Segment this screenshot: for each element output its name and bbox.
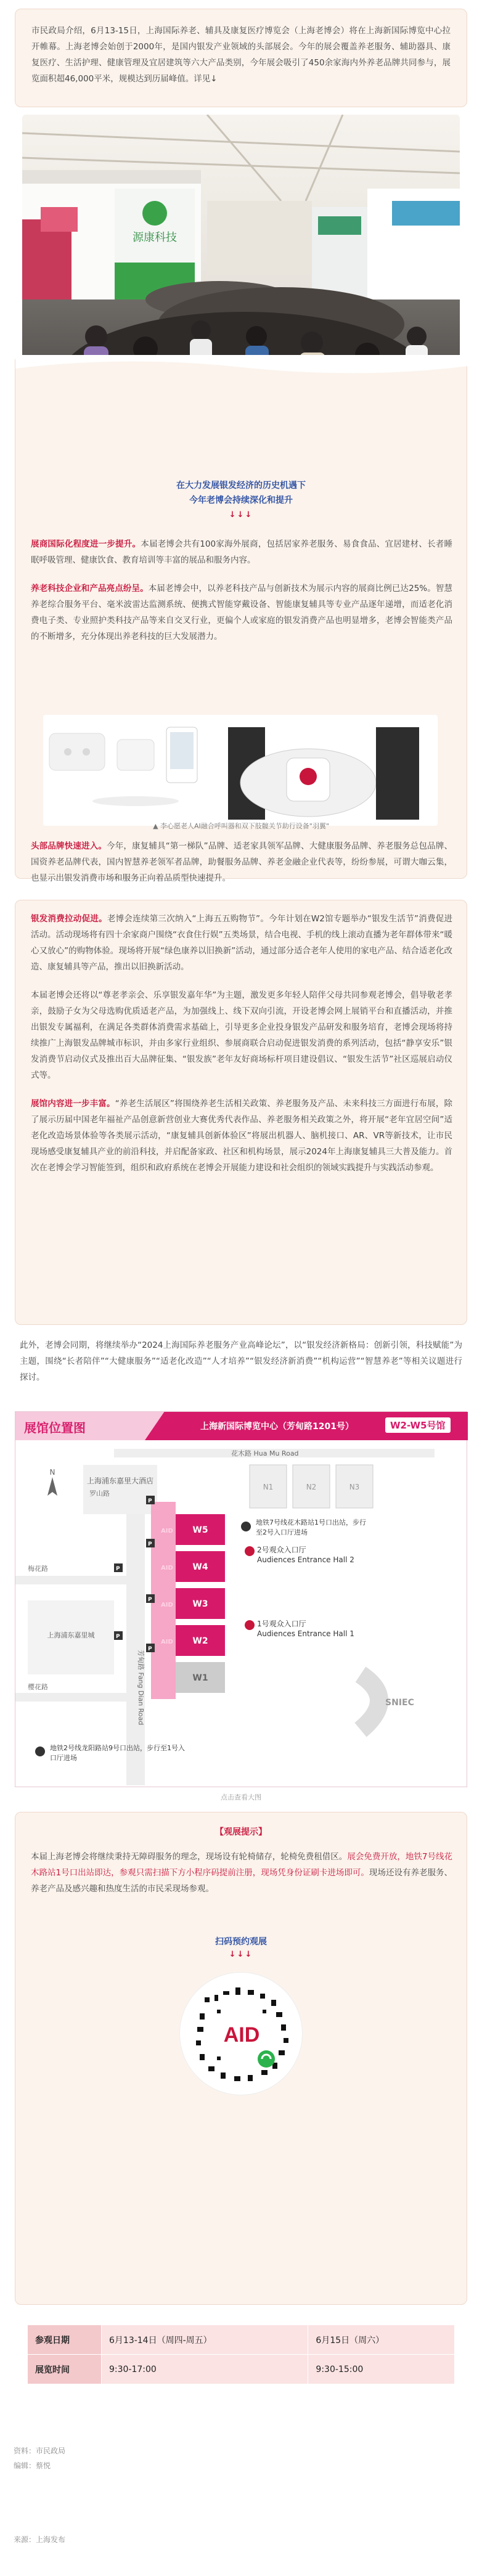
paragraph-brands	[31, 838, 452, 886]
road-fangdian: 芳甸路 Fang Dian Road	[137, 1650, 145, 1726]
text-tech: 本届老博会中，以养老科技产品与创新技术为展示内容的展商比例已达25%。智慧养老综合服务平台、毫米波雷达监测系统、便携式智能穿戴设备、智能康复辅具等专业产品逐年递增，而适老化消费电子类、专业照护类科技产品等来自交叉行业，更偏个人或家庭的银发消费产品也明显增多，老博会智能类产品的不断增多，充分体现出养老科技的巨大发展潜力。	[31, 584, 452, 642]
booth-sign: 源康科技	[133, 231, 177, 244]
footer-origin: 来源：上海发布	[14, 2535, 66, 2544]
heading-arrows: ↓↓↓	[229, 510, 253, 520]
parking-3: P	[148, 1597, 152, 1603]
heading-line-2: 今年老博会持续深化和提升	[189, 495, 293, 505]
map-header	[15, 1412, 467, 1440]
qr-logo: AID	[223, 2023, 260, 2047]
metro-note-7: 地铁7号线花木路站1号口出站，步行至2号入口厅进场	[256, 1518, 366, 1536]
road-meihua: 梅花路	[28, 1565, 48, 1573]
lead-international: 展商国际化程度进一步提升。	[31, 539, 141, 549]
road-north: 花木路 Hua Mu Road	[231, 1449, 299, 1457]
schedule-time-b: 9:30-15:00	[308, 2355, 455, 2384]
road-yinghua: 樱花路	[28, 1683, 48, 1691]
paragraph-halls	[31, 1096, 452, 1176]
lead-consumption: 银发消费拉动促进。	[31, 914, 107, 924]
paragraph-group-1	[31, 536, 452, 645]
text-consumption: 老博会连续第三次纳入“上海五五购物节”。今年计划在W2馆专题举办“银发生活节”消费促进活动。活动现场将有四十余家商户围绕“衣食住行娱”五类场景，结合电视、手机的线上滚动直播为老年群体带来“暖心又放心”的购物体验。现场将开展“绿色康养以旧换新”活动，通过部分适合老年人使用的家电产品、结合适老化改造、康复辅具等产品，推出以旧换新活动。	[31, 914, 452, 972]
north-hall-3: N3	[349, 1483, 360, 1491]
kerry-label: 上海浦东嘉里城	[47, 1631, 95, 1639]
footer-editor: 编辑：蔡悦	[14, 2461, 51, 2470]
paragraph-filial: 本届老博会还将以“尊老孝亲会、乐享银发嘉年华”为主题，激发更多年轻人陪伴父母共同参观老博会，倡导敬老孝亲，鼓励子女为父母选购优质适老产品，为加强线上、线下双向引流，开设老博会网上展销平台和直播活动，并推出银发专属福利，在满足各类群体消费需求基础上，引导更多企业投身银发产品研发和服务培育，老博会现场将持续推广上海银发品牌城市标识，并由多家行业组织、参展商联合启动促进银发消费的系列活动，包括“静享安乐”银发消费节启动仪式及推出百大品牌征集、“银发族”老年友好商场标杆项目建设倡议、“银发生活节”社区巡展启动仪式等。	[31, 990, 452, 1080]
product-illustration	[43, 715, 438, 826]
caption-bullet-icon: ▲	[153, 822, 158, 830]
schedule-date-a: 6月13-14日（周四-周五）	[102, 2325, 308, 2355]
table-row	[28, 2325, 455, 2355]
intro-text: 市民政局介绍，6月13-15日，上海国际养老、辅具及康复医疗博览会（上海老博会）将在上海新国际博览中心拉开帷幕。上海老博会始创于2000年，是国内银发产业领域的头部展会。今年的展会覆盖养老服务、辅助器具、康复医疗、生活护理、健康管理及宜居建筑等六大产品类别，今年展会吸引了450余家海内外养老品牌共同参与，展览面积超46,000平米，规模达到历届峰值。详见↓	[31, 26, 451, 84]
north-hall-2: N2	[306, 1483, 317, 1491]
paragraph-tech	[31, 581, 452, 645]
map-title: 展馆位置图	[24, 1420, 86, 1435]
map-venue: 上海新国际博览中心（芳甸路1201号）	[200, 1422, 354, 1432]
venue-map[interactable]	[15, 1411, 467, 1787]
heading-line-1: 在大力发展银发经济的历史机遇下	[176, 481, 306, 491]
aid-logo-3: AID	[161, 1602, 173, 1608]
aid-logo-1: AID	[161, 1528, 173, 1535]
aid-logo-4: AID	[161, 1639, 173, 1645]
intro-card	[15, 9, 467, 107]
parking-2: P	[148, 1541, 152, 1547]
parking-4: P	[148, 1646, 152, 1652]
product-caption: ▲ 李心愿老人AI融合呼叫器和双下肢髋关节助行设备"羽翼"	[153, 822, 329, 830]
notice-text	[31, 1849, 452, 1897]
paragraph-consumption	[31, 911, 452, 975]
wave-divider	[15, 355, 468, 380]
mini-program-qr-code[interactable]	[179, 1972, 303, 2095]
text-halls: “养老生活展区”将围绕养老生活相关政策、养老服务及产品、未来科技三方面进行布展，除了展示历届中国老年福祉产品创意新营创业大赛优秀代表作品、养老服务相关政策之外，将开展“老年宜居空间”适老化改造场景体验等各类展示活动，“康复辅具创新体验区”将展出机器人、脑机接口、AR、VR等新技术，让市民现场感受康复辅具产业的前沿科技，并启配备家政、社区和机构场景，展示2024年上海康复辅具三大普及能力。首次在老博会学习智能签到，组织和政府系统在老博会开展能力建设和社会组织的领域实践提升与实践活动参观。	[31, 1099, 452, 1173]
lead-halls: 展馆内容进一步丰富。	[31, 1099, 115, 1109]
text-brands: 今年，康复辅具“第一梯队”品牌、适老家具领军品牌、大健康服务品牌、养老服务总包品牌、国资养老品牌代表，国内智慧养老领军者品牌，助餐服务品牌、养老金融企业代表等，纷纷参展，可谓大咖云集，也显示出银发消费市场和服务正向着品质型快速提升。	[31, 841, 452, 883]
entrance-2-en: Audiences Entrance Hall 2	[257, 1555, 354, 1564]
paragraph-forum: 此外，老博会同期，将继续举办“2024上海国际养老服务产业高峰论坛”，以“银发经济新格局：创新引领，科技赋能”为主题，围绕“长者陪伴”“大健康服务”“适老化改造”“人才培养”“银发经济新消费”“机构运营”“智慧养老”等相关议题进行探讨。	[20, 1340, 462, 1382]
paragraph-international	[31, 536, 452, 568]
road-luoshan: 罗山路	[89, 1490, 110, 1498]
text-international: 本届老博会共有100家海外展商，包括居家养老服务、易食食品、宜居建材、长者睡眠呼吸管理、健康饮食、教育培训等丰富的展品和服务内容。	[31, 539, 452, 565]
table-row	[28, 2355, 455, 2384]
paragraph-forum-wrap	[20, 1337, 462, 1385]
footer-source: 资料：市民政局	[14, 2447, 66, 2455]
notice-text-b: 展会免费开放，地铁7号线花木路站1号口出站即达，参观只需扫描下方小程序码提前注册，现场凭身份证刷卡进场即可。	[31, 1852, 452, 1878]
notice-text-a: 本届上海老博会将继续秉持无障碍服务的理念，现场设有轮椅储存，轮椅免费租借区。	[31, 1852, 348, 1862]
parking-1: P	[148, 1498, 152, 1504]
map-caption: 点击查看大图	[221, 1793, 261, 1801]
hall-blocks	[176, 1514, 225, 1693]
notice-text-c: 现场还设有养老服务、养老产品及感兴趣和热度生活的市民采现场参观。	[31, 1868, 452, 1894]
qr-arrows: ↓↓↓	[229, 1950, 253, 1959]
entrance-1-en: Audiences Entrance Hall 1	[257, 1629, 354, 1638]
hall-w2: W2	[192, 1636, 208, 1646]
north-hall-1: N1	[263, 1483, 274, 1491]
aid-logo-2: AID	[161, 1565, 173, 1571]
hall-w5: W5	[192, 1525, 208, 1535]
map-halls-label: W2-W5号馆	[385, 1417, 451, 1433]
schedule-time-label: 展览时间	[28, 2355, 102, 2384]
entrance-2	[257, 1545, 354, 1565]
paragraph-group-2	[31, 838, 452, 886]
schedule-time-a: 9:30-17:00	[102, 2355, 308, 2384]
sniec-label: SNIEC	[385, 1698, 414, 1708]
hall-w3: W3	[192, 1599, 208, 1609]
schedule-date-label: 参观日期	[28, 2325, 102, 2355]
entrance-2-cn: 2号观众入口厅	[257, 1546, 306, 1554]
hotel-label: 上海浦东嘉里大酒店	[86, 1477, 154, 1485]
entrance-1-cn: 1号观众入口厅	[257, 1620, 306, 1628]
paragraph-group-3	[31, 911, 452, 1176]
compass-n: N	[49, 1468, 55, 1477]
hall-w1: W1	[192, 1673, 208, 1683]
metro-note-2: 地铁2号线龙阳路站9号口出站，步行至1号入口厅进场	[50, 1744, 185, 1762]
product-photo[interactable]	[43, 715, 438, 826]
section-heading	[15, 478, 467, 523]
entrance-1	[257, 1619, 354, 1639]
map-drawing	[15, 1440, 467, 1785]
parking-5: P	[116, 1566, 120, 1572]
lead-tech: 养老科技企业和产品亮点纷呈。	[31, 584, 149, 593]
schedule-table	[27, 2325, 455, 2384]
parking-6: P	[116, 1634, 120, 1640]
qr-code-icon	[180, 1973, 303, 2096]
qr-title: 扫码预约观展	[215, 1937, 267, 1947]
lead-brands: 头部品牌快速进入。	[31, 841, 107, 851]
notice-title: 【观展提示】	[215, 1827, 267, 1837]
hall-w4: W4	[192, 1562, 208, 1572]
schedule-date-b: 6月15日（周六）	[308, 2325, 455, 2355]
